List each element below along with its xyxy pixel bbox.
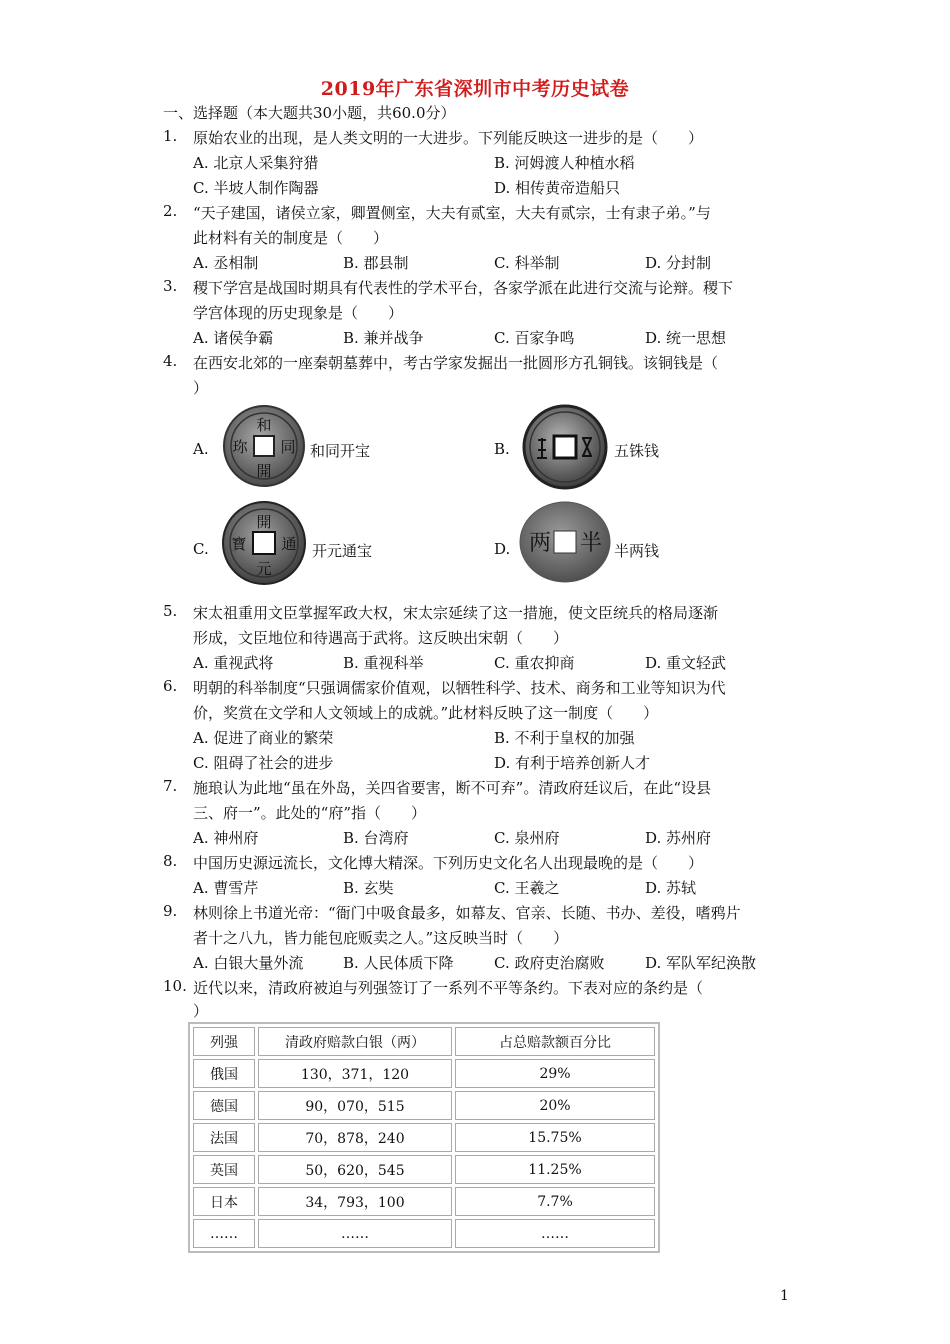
coin-name: 五铢钱 — [614, 442, 660, 460]
option-d: D. 分封制 — [645, 254, 712, 272]
coin-char: 珎 — [232, 438, 248, 456]
coin-char: 和 — [256, 416, 272, 434]
option-a: A. 重视武将 — [193, 654, 274, 672]
question-text: ） — [193, 379, 209, 397]
option-b: B. 河姆渡人种植水稻 — [494, 154, 635, 172]
option-c: C. — [193, 540, 209, 558]
question-text: 林则徐上书道光帝：“衙门中吸食最多，如幕友、官亲、长随、书办、差役，嗜鸦片 — [193, 904, 741, 922]
option-a: A. 促进了商业的繁荣 — [193, 729, 334, 747]
table-cell: 11.25% — [455, 1155, 655, 1184]
question-text: 价，奖赏在文学和人文领域上的成就。”此材料反映了这一制度（ ） — [193, 704, 659, 722]
table-header-row — [193, 1027, 655, 1056]
coin-name: 半两钱 — [614, 542, 660, 560]
question-text: 三、府一”。此处的“府”指（ ） — [193, 804, 427, 822]
option-c: C. 半坡人制作陶器 — [193, 179, 319, 197]
option-c: C. 王羲之 — [494, 879, 560, 897]
coin-kaiyuan-tongbao-image — [220, 500, 308, 586]
option-a: A. 丞相制 — [193, 254, 259, 272]
coin-char: 開 — [256, 513, 272, 531]
table-cell: 英国 — [193, 1155, 255, 1184]
option-a: A. 北京人采集狩猎 — [193, 154, 319, 172]
question-text: 中国历史源远流长，文化博大精深。下列历史文化名人出现最晚的是（ ） — [193, 854, 704, 872]
coin-char: 两 — [528, 531, 552, 556]
question-text: 明朝的科举制度“只强调儒家价值观，以牺牲科学、技术、商务和工业等知识为代 — [193, 679, 726, 697]
table-row — [193, 1187, 655, 1216]
table-cell: 90，070，515 — [258, 1091, 452, 1120]
table-row — [193, 1155, 655, 1184]
question-text: 此材料有关的制度是（ ） — [193, 229, 389, 247]
table-cell: 50，620，545 — [258, 1155, 452, 1184]
option-b: B. 郡县制 — [343, 254, 409, 272]
table-cell: …… — [258, 1219, 452, 1248]
table-cell: …… — [193, 1219, 255, 1248]
coin-name: 开元通宝 — [312, 542, 373, 560]
question-text: 学宫体现的历史现象是（ ） — [193, 304, 404, 322]
option-a: A. — [193, 440, 209, 458]
table-cell: …… — [455, 1219, 655, 1248]
coin-name: 和同开宝 — [310, 442, 371, 460]
table-row — [193, 1219, 655, 1248]
option-b: B. 不利于皇权的加强 — [494, 729, 635, 747]
table-cell: 29% — [455, 1059, 655, 1088]
table-cell: 20% — [455, 1091, 655, 1120]
option-c: C. 百家争鸣 — [494, 329, 575, 347]
option-d: D. — [494, 540, 511, 558]
coin-wuzhu-image — [522, 404, 608, 490]
coin-char: 半 — [579, 531, 603, 556]
option-d: D. 苏轼 — [645, 879, 697, 897]
option-b: B. 兼并战争 — [343, 329, 424, 347]
table-cell: 德国 — [193, 1091, 255, 1120]
option-a: A. 神州府 — [193, 829, 259, 847]
option-d: D. 军队军纪涣散 — [645, 954, 757, 972]
question-number: 6. — [163, 677, 178, 695]
question-number: 8. — [163, 852, 178, 870]
coin-hetong-kaibao-image — [222, 404, 306, 488]
table-cell: 俄国 — [193, 1059, 255, 1088]
indemnity-table — [188, 1022, 660, 1253]
question-text: ） — [193, 1002, 209, 1020]
question-text: 者十之八九，皆力能包庇贩卖之人。”这反映当时（ ） — [193, 929, 569, 947]
option-d: D. 重文轻武 — [645, 654, 727, 672]
coin-char: 寶 — [231, 535, 247, 553]
coin-char: 同 — [280, 438, 296, 456]
question-number: 5. — [163, 602, 178, 620]
option-c: C. 科举制 — [494, 254, 560, 272]
table-header-cell: 清政府赔款白银（两） — [258, 1027, 452, 1056]
option-b: B. 玄奘 — [343, 879, 394, 897]
coin-char: 開 — [256, 462, 272, 480]
option-d: D. 苏州府 — [645, 829, 712, 847]
table-cell: 7.7% — [455, 1187, 655, 1216]
question-number: 9. — [163, 902, 178, 920]
option-d: D. 统一思想 — [645, 329, 727, 347]
question-number: 2. — [163, 202, 178, 220]
question-number: 10. — [163, 977, 187, 995]
option-d: D. 有利于培养创新人才 — [494, 754, 651, 772]
option-c: C. 政府吏治腐败 — [494, 954, 605, 972]
coin-char: 元 — [256, 560, 272, 578]
option-a: A. 曹雪芹 — [193, 879, 259, 897]
question-text: 宋太祖重用文臣掌握军政大权，宋太宗延续了这一措施，使文臣统兵的格局逐渐 — [193, 604, 719, 622]
exam-title: 2019年广东省深圳市中考历史试卷 — [320, 78, 630, 100]
question-text: 形成，文臣地位和待遇高于武将。这反映出宋朝（ ） — [193, 629, 569, 647]
question-number: 7. — [163, 777, 178, 795]
table-cell: 130，371，120 — [258, 1059, 452, 1088]
option-b: B. — [494, 440, 510, 458]
table-cell: 15.75% — [455, 1123, 655, 1152]
table-row — [193, 1123, 655, 1152]
question-text: 近代以来，清政府被迫与列强签订了一系列不平等条约。下表对应的条约是（ — [193, 979, 704, 997]
table-header-cell: 列强 — [193, 1027, 255, 1056]
table-cell: 法国 — [193, 1123, 255, 1152]
option-b: B. 台湾府 — [343, 829, 409, 847]
question-text: 原始农业的出现，是人类文明的一大进步。下列能反映这一进步的是（ ） — [193, 129, 704, 147]
question-text: 施琅认为此地“虽在外岛，关四省要害，断不可弃”。清政府廷议后，在此“设县 — [193, 779, 712, 797]
section-heading: 一、选择题（本大题共30小题，共60.0分） — [163, 104, 456, 122]
question-number: 3. — [163, 277, 178, 295]
table-cell: 34，793，100 — [258, 1187, 452, 1216]
option-a: A. 诸侯争霸 — [193, 329, 274, 347]
table-row — [193, 1059, 655, 1088]
question-text: 在西安北郊的一座秦朝墓葬中，考古学家发掘出一批圆形方孔铜钱。该铜钱是（ — [193, 354, 719, 372]
option-c: C. 阻碍了社会的进步 — [193, 754, 334, 772]
option-b: B. 重视科举 — [343, 654, 424, 672]
table-row — [193, 1091, 655, 1120]
table-cell: 日本 — [193, 1187, 255, 1216]
option-c: C. 泉州府 — [494, 829, 560, 847]
page-number: 1 — [780, 1288, 789, 1304]
question-text: 稷下学宫是战国时期具有代表性的学术平台，各家学派在此进行交流与论辩。稷下 — [193, 279, 734, 297]
option-c: C. 重农抑商 — [494, 654, 575, 672]
table-cell: 70，878，240 — [258, 1123, 452, 1152]
question-text: “天子建国，诸侯立家，卿置侧室，大夫有贰室，大夫有贰宗，士有隶子弟。”与 — [193, 204, 711, 222]
option-d: D. 相传黄帝造船只 — [494, 179, 621, 197]
coin-banliang-image — [518, 500, 612, 584]
coin-char: 通 — [281, 535, 297, 553]
option-a: A. 白银大量外流 — [193, 954, 304, 972]
question-number: 1. — [163, 127, 178, 145]
option-b: B. 人民体质下降 — [343, 954, 454, 972]
question-number: 4. — [163, 352, 178, 370]
table-header-cell: 占总赔款额百分比 — [455, 1027, 655, 1056]
